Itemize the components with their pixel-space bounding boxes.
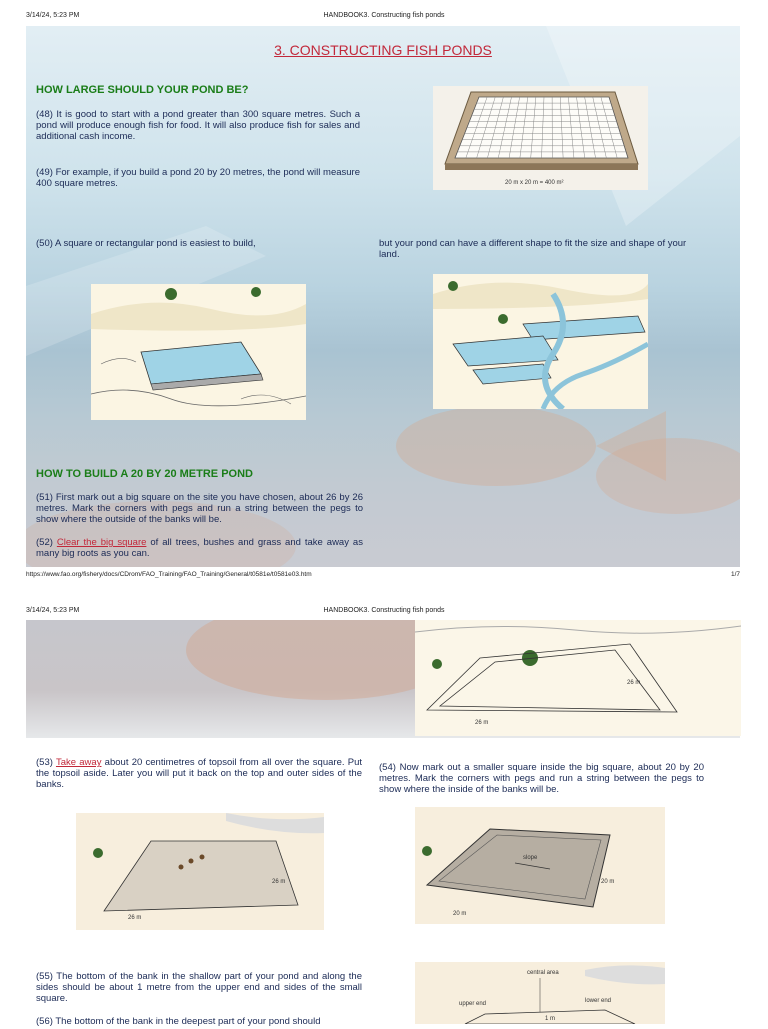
figure-square-pond-landscape: [91, 284, 306, 420]
meter-label: 1 m: [545, 1016, 555, 1022]
page-title: 3. CONSTRUCTING FISH PONDS: [26, 42, 740, 58]
paragraph-50b: but your pond can have a different shape to fit the size and shape of your land.: [379, 238, 709, 260]
paragraph-56: (56) The bottom of the bank in the deepest part of your pond should: [36, 1016, 362, 1027]
figure-caption-area: 20 m x 20 m = 400 m²: [505, 180, 564, 186]
paragraph-51: (51) First mark out a big square on the site you have chosen, about 26 by 26 metres. Mark the corners with pegs and run a string between the pegs to show where the outside of the banks will be.: [36, 492, 363, 525]
slope-label: slope: [523, 855, 538, 861]
side-label: 26 m: [272, 879, 285, 885]
paragraph-52: (52) Clear the big square of all trees, bushes and grass and take away as many big roots as you can.: [36, 537, 363, 559]
page1-header: [0, 0, 768, 14]
figure-big-square-marked: [415, 620, 741, 736]
bottom-label: 20 m: [453, 911, 466, 917]
header-timestamp: 3/14/24, 5:23 PM: [26, 607, 79, 614]
paragraph-54: (54) Now mark out a smaller square inside the big square, about 20 by 20 metres. Mark the corners with pegs and run a string between the pegs to show where the inside of the banks will be.: [379, 762, 704, 795]
header-doc-title: HANDBOOK3. Constructing fish ponds: [0, 12, 768, 19]
page1-content: [26, 26, 740, 567]
figure-small-square: [415, 807, 665, 924]
figure-shaped-ponds-landscape: [433, 274, 648, 409]
bottom-label: 26 m: [128, 915, 141, 921]
header-timestamp: 3/14/24, 5:23 PM: [26, 12, 79, 19]
paragraph-53: (53) Take away about 20 centimetres of topsoil from all over the square. Put the topsoil aside. Later you will put it back on the top and outer sides of the banks.: [36, 757, 362, 790]
side-label: 20 m: [601, 879, 614, 885]
section-heading-pond-size: HOW LARGE SHOULD YOUR POND BE?: [36, 84, 248, 96]
link-clear-big-square[interactable]: Clear the big square: [57, 537, 147, 548]
upper-end-label: upper end: [459, 1001, 486, 1007]
page2-header: [0, 595, 768, 609]
figure-remove-topsoil: [76, 813, 324, 930]
paragraph-49: (49) For example, if you build a pond 20 by 20 metres, the pond will measure 400 square metres.: [36, 167, 360, 189]
side-label: 26 m: [627, 680, 640, 686]
lower-end-label: lower end: [585, 998, 611, 1004]
paragraph-48: (48) It is good to start with a pond greater than 300 square metres. Such a pond will produce enough fish for food. It will also produce fish for sales and additional cash income.: [36, 109, 360, 142]
bottom-label: 26 m: [475, 720, 488, 726]
paragraph-55: (55) The bottom of the bank in the shallow part of your pond and along the sides should be about 1 metre from the upper end and sides of the small square.: [36, 971, 362, 1004]
footer-url[interactable]: https://www.fao.org/fishery/docs/CDrom/FAO_Training/FAO_Training/General/t0581e/t0581e03.htm: [26, 571, 312, 578]
footer-page-number: 1/7: [731, 571, 740, 578]
header-doc-title: HANDBOOK3. Constructing fish ponds: [0, 607, 768, 614]
link-take-away[interactable]: Take away: [56, 757, 101, 768]
paragraph-50a: (50) A square or rectangular pond is easiest to build,: [36, 238, 336, 249]
central-area-label: central area: [527, 970, 559, 976]
section-heading-build-pond: HOW TO BUILD A 20 BY 20 METRE POND: [36, 468, 253, 480]
figure-bank-layout: [415, 962, 665, 1024]
figure-square-pond: [433, 86, 648, 190]
